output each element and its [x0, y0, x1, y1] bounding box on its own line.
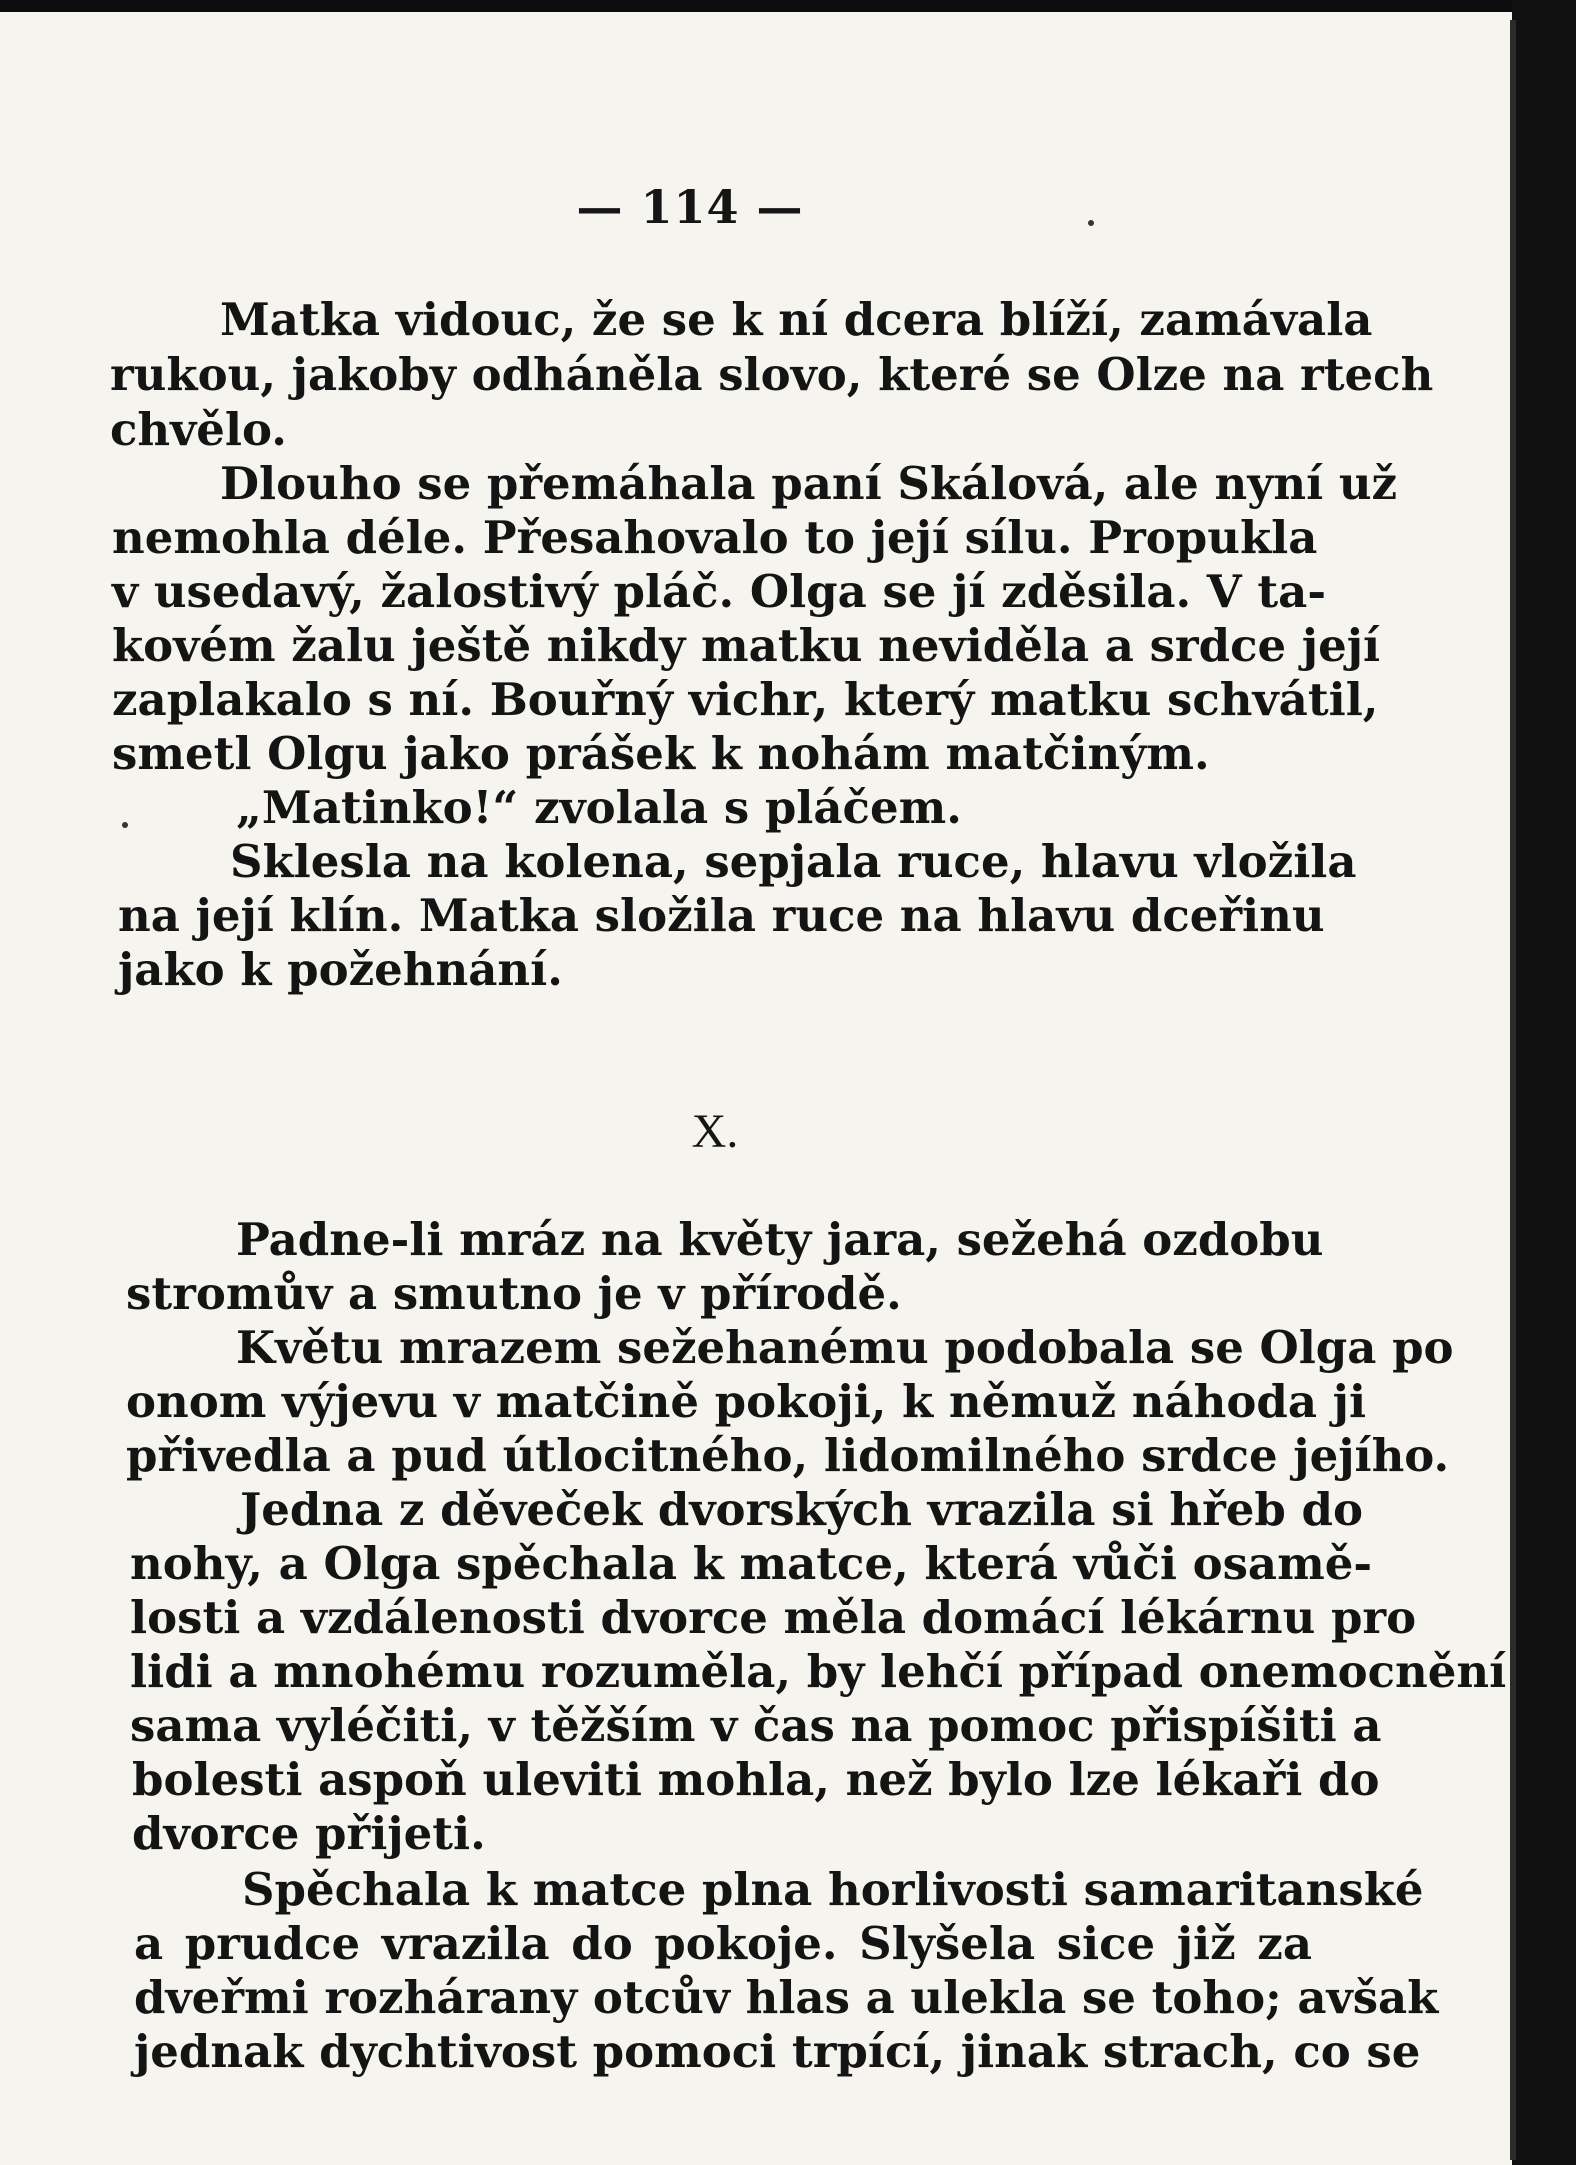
text-line: stromův a smutno je v přírodě.	[126, 1267, 902, 1320]
gutter-line	[1510, 20, 1516, 2160]
page-edge	[1512, 0, 1576, 2165]
text-line: Matka vidouc, že se k ní dcera blíží, zamávala	[220, 293, 1373, 346]
text-line: Květu mrazem sežehanému podobala se Olga po	[236, 1321, 1454, 1374]
text-line: jako k požehnání.	[118, 943, 563, 996]
text-line: přivedla a pud útlocitného, lidomilného srdce jejího.	[126, 1429, 1450, 1482]
text-line: lidi a mnohému rozuměla, by lehčí případ onemocnění	[130, 1645, 1507, 1698]
text-line: sama vyléčiti, v těžším v čas na pomoc přispíšiti a	[130, 1699, 1382, 1752]
ink-speck	[122, 822, 128, 828]
text-line: Jedna z děveček dvorských vrazila si hřeb do	[240, 1483, 1364, 1536]
text-line: dveřmi rozhárany otcův hlas a ulekla se toho; avšak	[134, 1971, 1439, 2024]
text-line: nemohla déle. Přesahovalo to její sílu. Propukla	[112, 511, 1318, 564]
text-line: Padne-li mráz na květy jara, sežehá ozdobu	[236, 1213, 1324, 1266]
text-line: Spěchala k matce plna horlivosti samaritanské	[242, 1863, 1424, 1916]
page-number: — 114 —	[576, 180, 804, 234]
text-line: dvorce přijeti.	[132, 1807, 486, 1860]
text-line: v usedavý, žalostivý pláč. Olga se jí zděsila. V ta-	[112, 565, 1327, 618]
text-line: onom výjevu v matčině pokoji, k němuž náhoda ji	[126, 1375, 1367, 1428]
text-line: bolesti aspoň uleviti mohla, než bylo lze lékaři do	[132, 1753, 1380, 1806]
text-line: smetl Olgu jako prášek k nohám matčiným.	[112, 727, 1210, 780]
text-line: a prudce vrazila do pokoje. Slyšela sice již za	[134, 1917, 1312, 1970]
section-heading: X.	[691, 1105, 739, 1158]
text-line: Sklesla na kolena, sepjala ruce, hlavu vložila	[230, 835, 1357, 888]
text-line: na její klín. Matka složila ruce na hlavu dceřinu	[118, 889, 1325, 942]
text-line: losti a vzdálenosti dvorce měla domácí lékárnu pro	[130, 1591, 1417, 1644]
text-line: Dlouho se přemáhala paní Skálová, ale nyní už	[220, 457, 1398, 510]
text-line: kovém žalu ještě nikdy matku neviděla a srdce její	[112, 619, 1381, 672]
text-line: zaplakalo s ní. Bouřný vichr, který matku schvátil,	[112, 673, 1379, 726]
text-line: „Matinko!“ zvolala s pláčem.	[236, 781, 962, 834]
text-line: chvělo.	[110, 403, 287, 456]
ink-speck	[1088, 220, 1094, 226]
text-line: rukou, jakoby odháněla slovo, které se Olze na rtech	[110, 348, 1434, 401]
text-line: jednak dychtivost pomoci trpící, jinak strach, co se	[134, 2025, 1421, 2078]
text-line: nohy, a Olga spěchala k matce, která vůči osamě-	[130, 1537, 1373, 1590]
book-page	[0, 12, 1512, 2165]
